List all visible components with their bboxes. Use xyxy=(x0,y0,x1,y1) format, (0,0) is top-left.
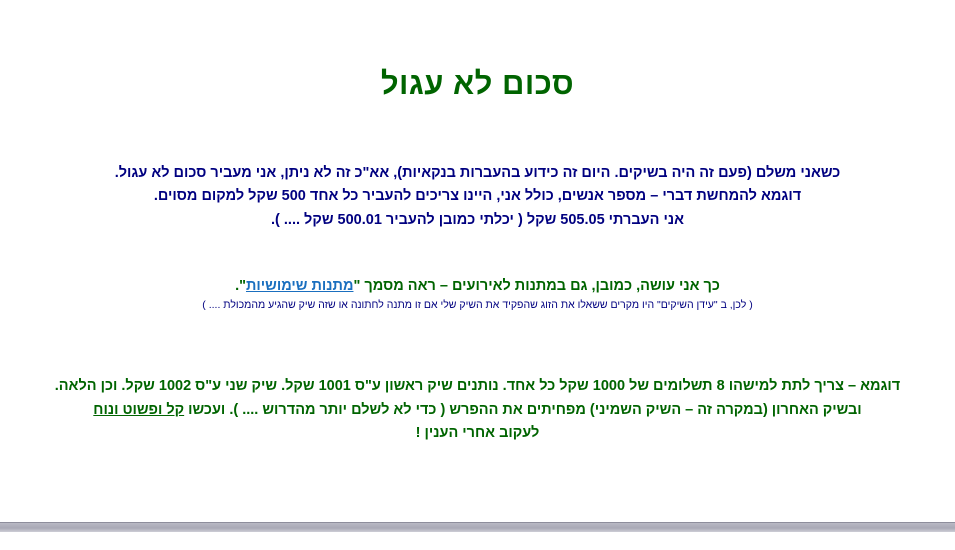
gifts-reference-prefix: כך אני עושה, כמובן, גם במתנות לאירועים – ראה מסמך " xyxy=(353,278,720,295)
status-area xyxy=(0,532,955,550)
intro-line-3: אני העברתי 505.05 שקל ( יכלתי כמובן להעביר 500.01 שקל .... ). xyxy=(271,211,684,228)
gifts-reference-paragraph xyxy=(78,278,878,294)
example-line-3: לעקוב אחרי הענין ! xyxy=(415,425,540,442)
checks-era-note: ( לכן, ב "עידן השיקים" היו מקרים ששאלו את הזוג שהפקיד את השיק שלי אם זו מתנה לחתונה או שזה שיק שהגיע מהמכולת .... ) xyxy=(202,299,753,312)
easy-simple-link[interactable]: קל ופשוט ונוח xyxy=(93,401,185,418)
gifts-document-link-wrapper[interactable] xyxy=(246,278,354,294)
example-line-2-text: ובשיק האחרון (במקרה זה – השיק השמיני) מפחיתים את ההפרש ( כדי לא לשלם יותר מהדרוש .... ). ועכשו xyxy=(184,401,862,418)
gifts-reference-suffix: ". xyxy=(235,278,246,295)
intro-line-1: כשאני משלם (פעם זה היה בשיקים. היום זה כידוע בהעברות בנקאיות), אא"כ זה לא ניתן, אני מעביר סכום לא עגול. xyxy=(114,165,841,181)
intro-paragraph xyxy=(108,162,848,232)
intro-line-2: דוגמא להמחשת דברי – מספר אנשים, כולל אני, היינו צריכים להעביר כל אחד 500 שקל למקום מסוים. xyxy=(153,188,802,205)
example-line-2 xyxy=(48,399,908,422)
window-bottom-bar xyxy=(0,522,955,550)
gifts-document-link[interactable]: מתנות שימושיות xyxy=(245,278,354,295)
page-title: סכום לא עגול xyxy=(380,66,575,101)
example-paragraph xyxy=(48,375,908,445)
example-line-1: דוגמא – צריך לתת למישהו 8 תשלומים של 1000 שקל כל אחד. נותנים שיק ראשון ע"ס 1001 שקל. שיק שני ע"ס 1002 שקל. וכן הלאה. xyxy=(54,378,901,395)
